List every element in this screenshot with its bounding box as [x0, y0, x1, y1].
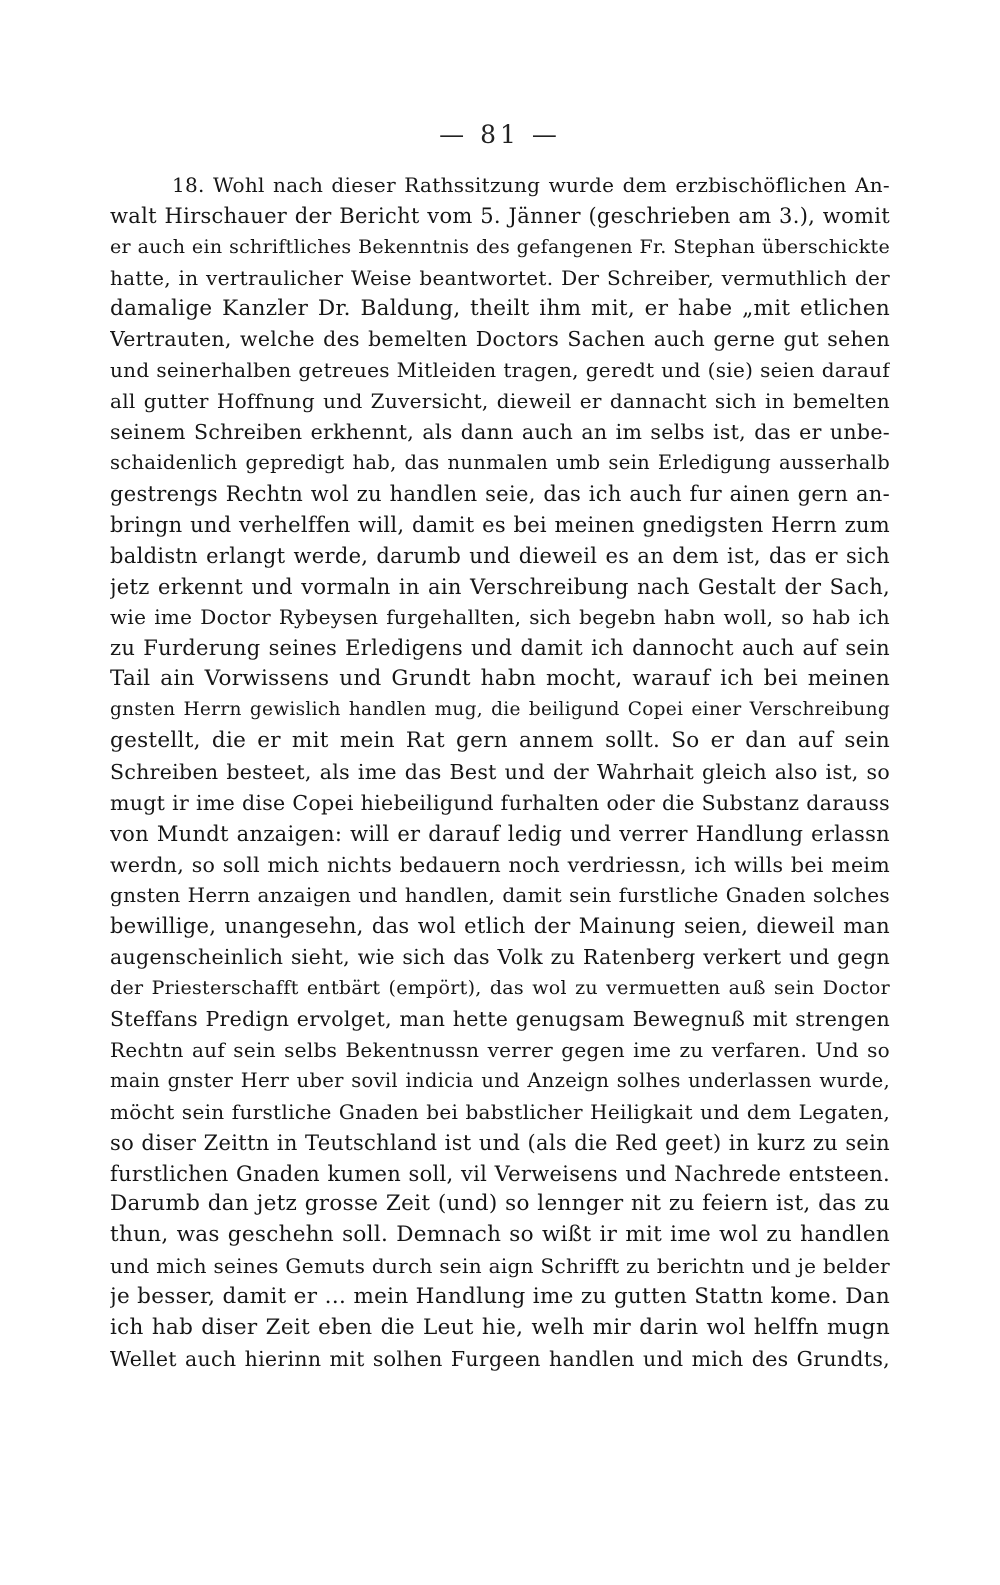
- text-line: thun, was geschehn soll. Demnach so wißt ir mit ime wol zu handlen: [110, 1222, 890, 1248]
- text-line: schaidenlich gepredigt hab, das nunmalen umb sein Erledigung ausserhalb: [110, 451, 890, 475]
- text-line: 18. Wohl nach dieser Rathssitzung wurde dem erzbischöflichen An-: [172, 173, 890, 197]
- text-line: und mich seines Gemuts durch sein aign Schrifft zu berichtn und je belder: [110, 1254, 890, 1279]
- text-line: Steffans Predign ervolget, man hette genugsam Bewegnuß mit strengen: [110, 1007, 890, 1032]
- text-line: wie ime Doctor Rybeysen furgehallten, sich begebn habn woll, so hab ich: [110, 605, 890, 630]
- page-number: — 81 —: [439, 120, 561, 149]
- text-line: so diser Zeittn in Teutschland ist und (als die Red geet) in kurz zu sein: [110, 1130, 890, 1155]
- text-line: Vertrauten, welche des bemelten Doctors Sachen auch gerne gut sehen: [110, 327, 890, 352]
- text-line: je besser, damit er … mein Handlung ime zu gutten Stattn kome. Dan: [110, 1284, 890, 1310]
- text-line: hatte, in vertraulicher Weise beantwortet. Der Schreiber, vermuthlich der: [110, 265, 890, 290]
- text-line: gnsten Herrn gewislich handlen mug, die beiligund Copei einer Verschreibung: [110, 699, 890, 721]
- text-line: augenscheinlich sieht, wie sich das Volk zu Ratenberg verkert und gegn: [110, 945, 890, 970]
- text-line: Wellet auch hierinn mit solhen Furgeen handlen und mich des Grundts,: [110, 1346, 890, 1371]
- text-line: zu Furderung seines Erledigens und damit ich dannocht auch auf sein: [110, 636, 890, 661]
- text-line: gestellt, die er mit mein Rat gern annem sollt. So er dan auf sein: [110, 728, 890, 754]
- text-line: bewillige, unangesehn, das wol etlich der Mainung seien, dieweil man: [110, 914, 890, 939]
- text-line: Rechtn auf sein selbs Bekentnussn verrer gegen ime zu verfaren. Und so: [110, 1037, 890, 1062]
- body-text: [110, 170, 890, 1375]
- text-line: all gutter Hoffnung und Zuversicht, dieweil er dannacht sich in bemelten: [110, 389, 890, 414]
- text-line: möcht sein furstliche Gnaden bei babstlicher Heiligkait und dem Legaten,: [110, 1099, 890, 1124]
- text-line: gnsten Herrn anzaigen und handlen, damit sein furstliche Gnaden solches: [110, 883, 890, 908]
- text-line: walt Hirschauer der Bericht vom 5. Jänner (geschrieben am 3.), womit: [110, 203, 890, 228]
- text-line: main gnster Herr uber sovil indicia und Anzeign solhes underlassen wurde,: [110, 1068, 890, 1092]
- text-line: furstlichen Gnaden kumen soll, vil Verweisens und Nachrede entsteen.: [110, 1161, 890, 1186]
- text-line: seinem Schreiben erkhennt, als dann auch an im selbs ist, das er unbe-: [110, 420, 890, 445]
- text-line: bringn und verhelffen will, damit es bei meinen gnedigsten Herrn zum: [110, 512, 890, 537]
- text-line: er auch ein schriftliches Bekenntnis des gefangenen Fr. Stephan überschickte: [110, 235, 890, 258]
- text-line: Darumb dan jetz grosse Zeit (und) so lennger nit zu feiern ist, das zu: [110, 1191, 890, 1217]
- text-line: gestrengs Rechtn wol zu handlen seie, das ich auch fur ainen gern an-: [110, 481, 890, 506]
- text-line: von Mundt anzaigen: will er darauf ledig und verrer Handlung erlassn: [110, 821, 890, 846]
- text-line: werdn, so soll mich nichts bedauern noch verdriessn, ich wills bei meim: [110, 852, 890, 877]
- text-line: baldistn erlangt werde, darumb und dieweil es an dem ist, das er sich: [110, 543, 890, 568]
- text-line: und seinerhalben getreues Mitleiden tragen, geredt und (sie) seien darauf: [110, 358, 890, 383]
- text-line: Schreiben besteet, als ime das Best und der Wahrhait gleich also ist, so: [110, 759, 890, 784]
- text-line: mugt ir ime dise Copei hiebeiligund furhalten oder die Substanz darauss: [110, 790, 890, 815]
- text-line: jetz erkennt und vormaln in ain Verschreibung nach Gestalt der Sach,: [110, 574, 890, 599]
- text-line: der Priesterschafft entbärt (empört), das wol zu vermuetten auß sein Doctor: [110, 977, 890, 1000]
- text-line: ich hab diser Zeit eben die Leut hie, welh mir darin wol helffn mugn: [110, 1314, 890, 1340]
- text-line: damalige Kanzler Dr. Baldung, theilt ihm mit, er habe „mit etlichen: [110, 295, 890, 321]
- text-line: Tail ain Vorwissens und Grundt habn mocht, warauf ich bei meinen: [110, 666, 890, 692]
